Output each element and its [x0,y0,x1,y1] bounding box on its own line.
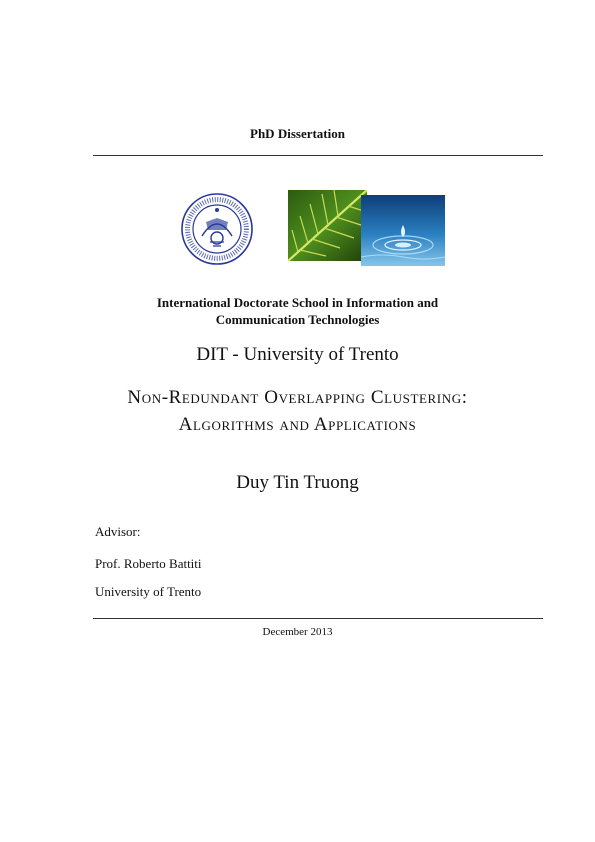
doctorate-school-name [0,294,595,328]
author-name: Duy Tin Truong [236,472,359,493]
date: December 2013 [262,626,333,638]
department: DIT - University of Trento [196,344,399,365]
title-line-1: Non-Redundant Overlapping Clustering: [127,387,468,408]
advisor-label: Advisor: [95,524,141,539]
title-line-2: Algorithms and Applications [178,414,417,435]
school-line-1: International Doctorate School in Information and [156,295,439,310]
university-seal-logo [180,192,254,266]
water-drop-image [361,195,445,266]
document-type: PhD Dissertation [250,126,345,141]
school-line-2: Communication Technologies [215,312,380,327]
top-divider [93,155,543,156]
advisor-name: Prof. Roberto Battiti [95,556,202,571]
advisor-affiliation: University of Trento [95,584,202,599]
bottom-divider [93,618,543,619]
leaf-image [288,190,367,261]
dissertation-title [0,384,595,438]
